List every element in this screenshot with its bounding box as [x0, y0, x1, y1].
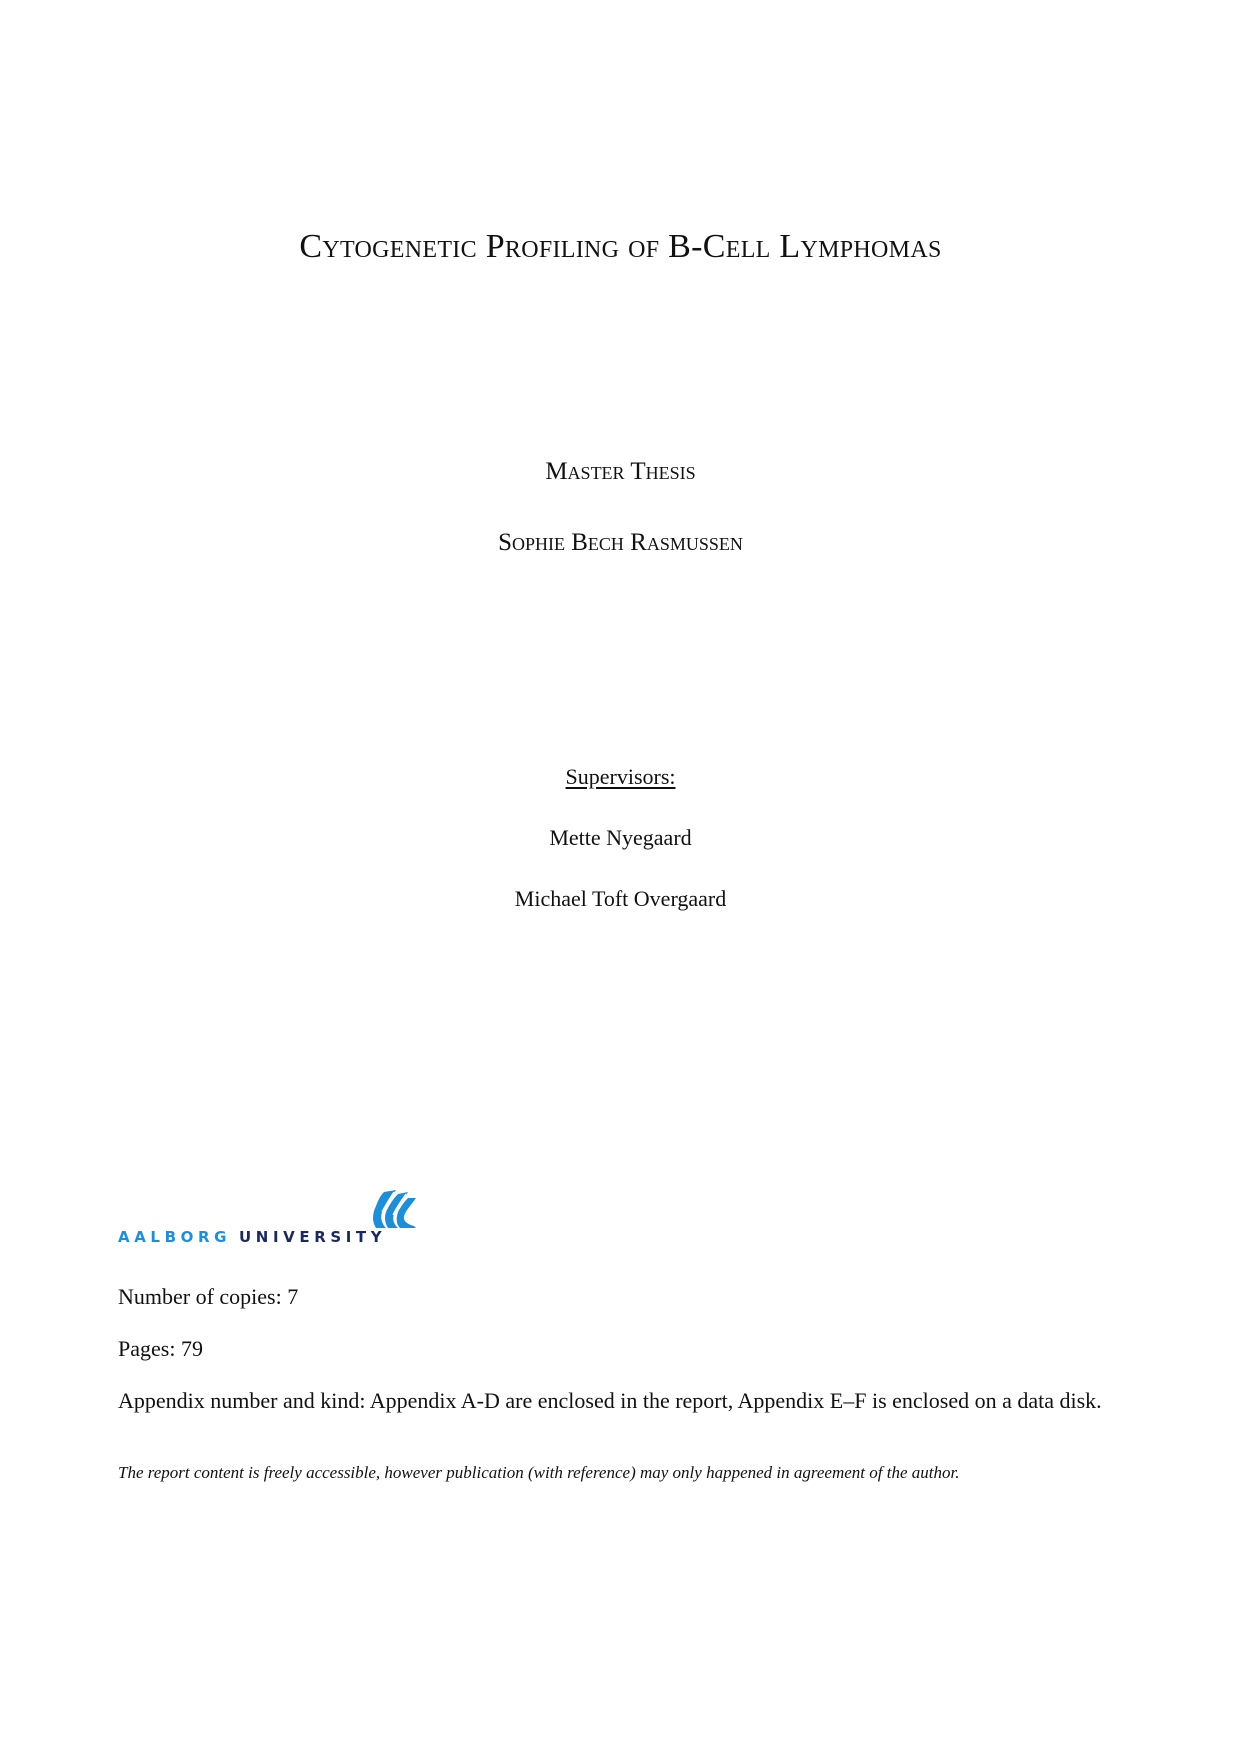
thesis-title: Cytogenetic Profiling of B-Cell Lymphomas [299, 228, 942, 265]
logo-word-university: UNIVERSITY [239, 1228, 387, 1246]
supervisor-name: Michael Toft Overgaard [514, 886, 727, 911]
logo-wordmark [118, 1228, 386, 1246]
author-name: Sophie Bech Rasmussen [498, 529, 743, 556]
access-notice: The report content is freely accessible, however publication (with reference) may only happened in agreement of the author. [118, 1463, 960, 1482]
aalborg-university-logo [118, 1190, 438, 1252]
supervisors-label: Supervisors: [565, 764, 676, 789]
logo-word-aalborg: AALBORG [118, 1228, 232, 1246]
number-of-copies: Number of copies: 7 [118, 1284, 299, 1309]
appendix-info: Appendix number and kind: Appendix A-D are enclosed in the report, Appendix E–F is enclosed on a data disk. [118, 1388, 1102, 1413]
thesis-type: Master Thesis [545, 458, 696, 485]
page-count: Pages: 79 [118, 1336, 203, 1361]
supervisor-name: Mette Nyegaard [549, 825, 692, 850]
waves-logo-icon [370, 1190, 418, 1230]
